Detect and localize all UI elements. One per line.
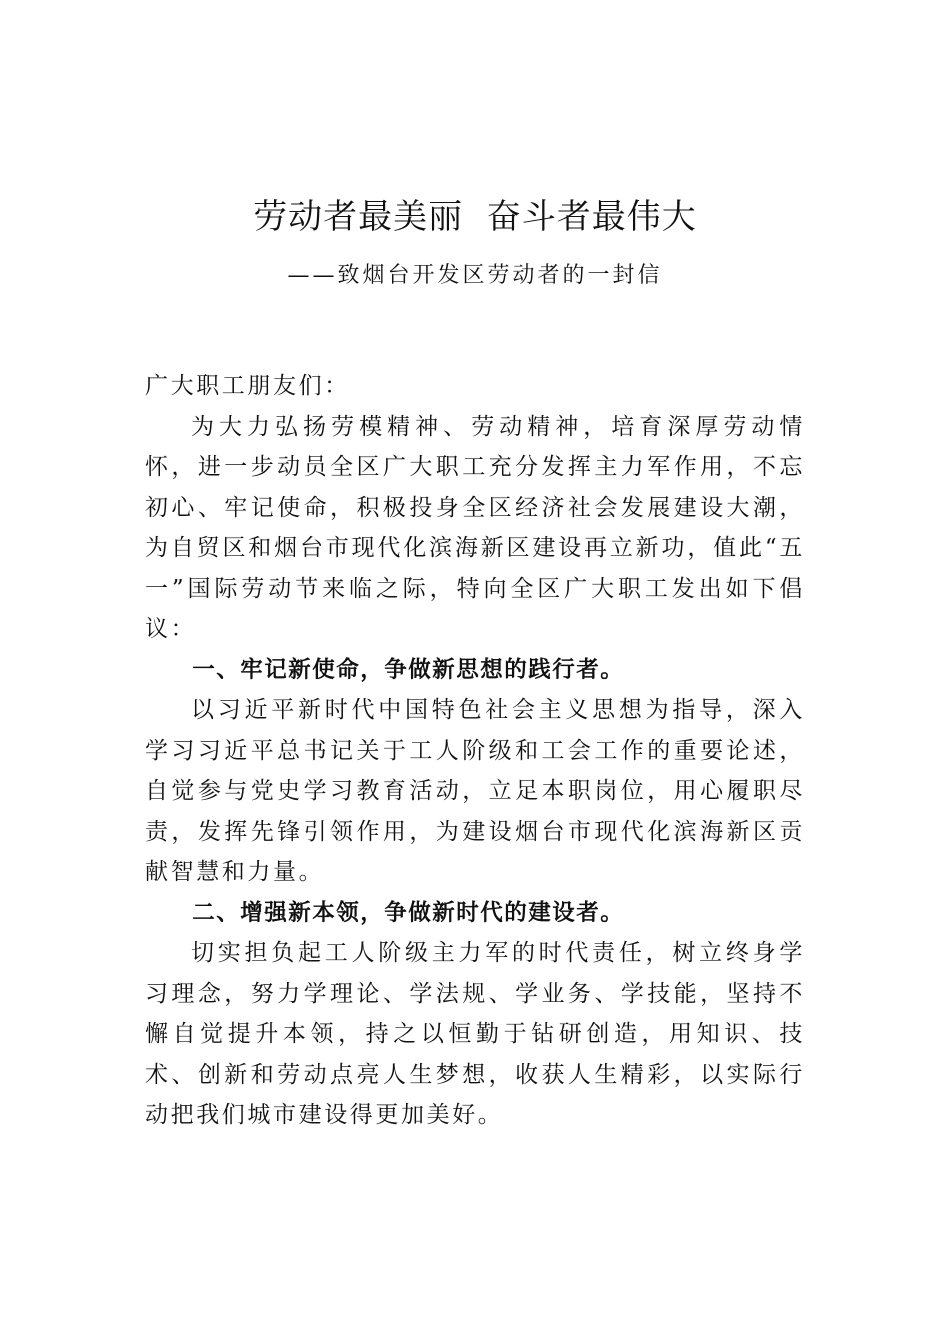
section-1-paragraph: 以习近平新时代中国特色社会主义思想为指导，深入学习习近平总书记关于工人阶级和工会工作的重要论述，自觉参与党史学习教育活动，立足本职岗位，用心履职尽责，发挥先锋引领作用，为建设烟台市现代化滨海新区贡献智慧和力量。 <box>145 697 805 885</box>
letter-subtitle: ——致烟台开发区劳动者的一封信 <box>287 263 663 288</box>
letter-body <box>145 366 805 1136</box>
section-heading-1: 一、牢记新使命，争做新思想的践行者。 <box>192 656 625 683</box>
salutation: 广大职工朋友们： <box>145 373 350 399</box>
section-2-paragraph: 切实担负起工人阶级主力军的时代责任，树立终身学习理念，努力学理论、学法规、学业务、学技能，坚持不懈自觉提升本领，持之以恒勤于钻研创造，用知识、技术、创新和劳动点亮人生梦想，收获人生精彩，以实际行动把我们城市建设得更加美好。 <box>145 940 805 1128</box>
intro-paragraph: 为大力弘扬劳模精神、劳动精神，培育深厚劳动情怀，进一步动员全区广大职工充分发挥主力军作用，不忘初心、牢记使命，积极投身全区经济社会发展建设大潮，为自贸区和烟台市现代化滨海新区建设再立新功，值此“五一”国际劳动节来临之际，特向全区广大职工发出如下倡议： <box>145 413 805 642</box>
letter-title: 劳动者最美丽 奋斗者最伟大 <box>253 197 697 237</box>
section-heading-2: 二、增强新本领，争做新时代的建设者。 <box>192 899 625 926</box>
